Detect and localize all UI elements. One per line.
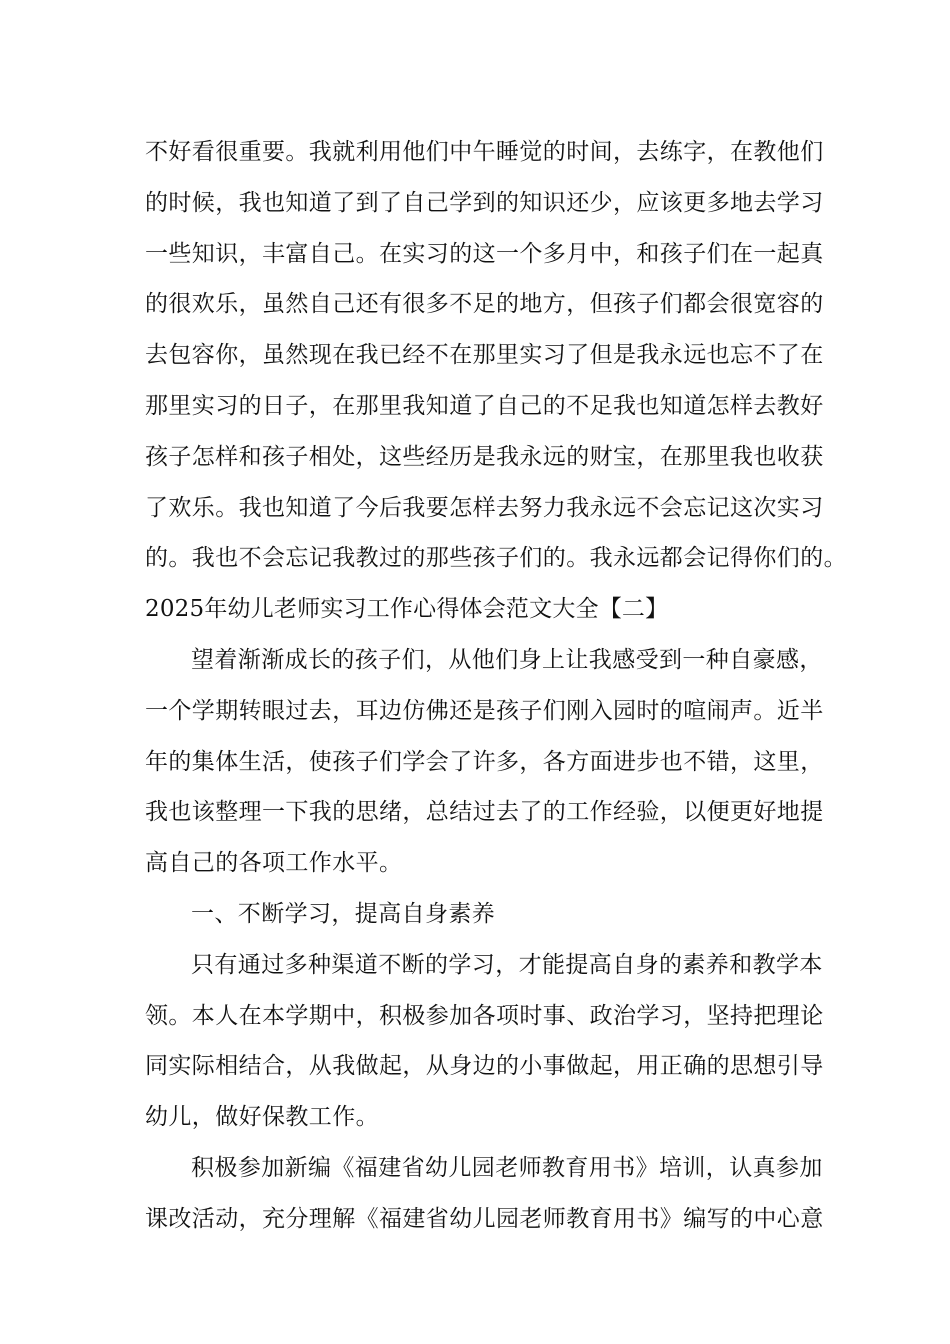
subsection-heading: 一、不断学习，提高自身素养 [191, 900, 496, 927]
paragraph-first-line: 望着渐渐成长的孩子们，从他们身上让我感受到一种自豪感， [191, 646, 823, 673]
paragraph-first-line: 只有通过多种渠道不断的学习，才能提高自身的素养和教学本 [191, 951, 823, 978]
section-heading: 2025年幼儿老师实习工作心得体会范文大全【二】 [145, 596, 669, 623]
body-line: 我也该整理一下我的思绪，总结过去了的工作经验，以便更好地提 [145, 799, 824, 826]
body-line: 一些知识，丰富自己。在实习的这一个多月中，和孩子们在一起真 [145, 240, 824, 267]
body-line: 的。我也不会忘记我教过的那些孩子们的。我永远都会记得你们的。 [145, 545, 847, 572]
document-body [145, 127, 847, 1245]
body-line: 幼儿，做好保教工作。 [145, 1104, 379, 1131]
body-line: 孩子怎样和孩子相处，这些经历是我永远的财宝，在那里我也收获 [145, 443, 824, 470]
body-line: 高自己的各项工作水平。 [145, 850, 403, 877]
body-line: 去包容你，虽然现在我已经不在那里实习了但是我永远也忘不了在 [145, 342, 824, 369]
body-line: 那里实习的日子，在那里我知道了自己的不足我也知道怎样去教好 [145, 392, 824, 419]
body-line: 的时候，我也知道了到了自己学到的知识还少，应该更多地去学习 [145, 189, 824, 216]
body-line: 不好看很重要。我就利用他们中午睡觉的时间，去练字，在教他们 [145, 139, 824, 165]
paragraph-first-line: 积极参加新编《福建省幼儿园老师教育用书》培训，认真参加 [191, 1154, 823, 1181]
body-line: 年的集体生活，使孩子们学会了许多，各方面进步也不错，这里， [145, 748, 824, 775]
body-line: 领。本人在本学期中，积极参加各项时事、政治学习，坚持把理论 [145, 1002, 824, 1029]
body-line: 一个学期转眼过去，耳边仿佛还是孩子们刚入园时的喧闹声。近半 [145, 697, 824, 724]
body-line: 了欢乐。我也知道了今后我要怎样去努力我永远不会忘记这次实习 [145, 494, 824, 521]
body-line: 同实际相结合，从我做起，从身边的小事做起，用正确的思想引导 [145, 1053, 824, 1080]
body-line: 课改活动，充分理解《福建省幼儿园老师教育用书》编写的中心意 [145, 1205, 824, 1232]
body-line: 的很欢乐，虽然自己还有很多不足的地方，但孩子们都会很宽容的 [145, 291, 824, 318]
